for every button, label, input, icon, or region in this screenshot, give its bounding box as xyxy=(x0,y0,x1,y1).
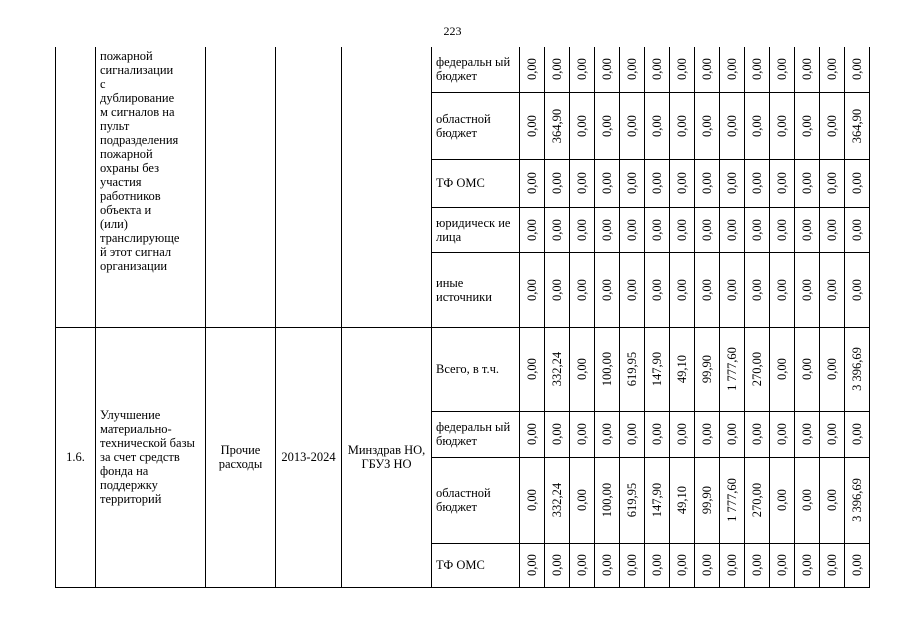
value-cell xyxy=(820,327,845,411)
value-text: 0,00 xyxy=(700,172,714,194)
value-text: 0,00 xyxy=(700,218,714,241)
value-cell xyxy=(820,159,845,207)
value-cell xyxy=(670,457,695,543)
value-text: 364,90 xyxy=(550,108,564,143)
value-text: 0,00 xyxy=(600,172,614,194)
value-text: 0,00 xyxy=(550,554,564,576)
value-cell xyxy=(595,207,620,252)
value-cell xyxy=(545,411,570,457)
funding-source-label: федеральн ый бюджет xyxy=(432,411,520,457)
value-cell xyxy=(795,252,820,327)
value-cell xyxy=(520,327,545,411)
value-text: 0,00 xyxy=(850,554,864,576)
value-cell xyxy=(645,252,670,327)
funding-source-label: иные источники xyxy=(432,252,520,327)
value-cell xyxy=(645,457,670,543)
value-cell xyxy=(820,92,845,159)
value-cell xyxy=(795,543,820,587)
value-text: 0,00 xyxy=(600,554,614,576)
value-cell xyxy=(720,159,745,207)
value-cell xyxy=(670,92,695,159)
value-text: 0,00 xyxy=(575,278,589,301)
funding-source-label: областной бюджет xyxy=(432,457,520,543)
funding-source-label: Всего, в т.ч. xyxy=(432,327,520,411)
value-text: 0,00 xyxy=(800,172,814,194)
value-text: 270,00 xyxy=(750,482,764,518)
value-text: 0,00 xyxy=(650,114,664,137)
value-text: 0,00 xyxy=(575,554,589,576)
value-text: 0,00 xyxy=(800,554,814,576)
value-text: 0,00 xyxy=(650,423,664,445)
value-text: 0,00 xyxy=(850,172,864,194)
value-text: 0,00 xyxy=(625,218,639,241)
value-text: 0,00 xyxy=(675,172,689,194)
value-text: 0,00 xyxy=(600,278,614,301)
value-cell xyxy=(595,159,620,207)
value-cell xyxy=(695,543,720,587)
value-text: 0,00 xyxy=(525,172,539,194)
value-text: 1 777,60 xyxy=(725,347,739,391)
value-cell xyxy=(795,327,820,411)
value-cell xyxy=(745,543,770,587)
value-text: 99,90 xyxy=(700,354,714,384)
value-text: 0,00 xyxy=(750,278,764,301)
value-cell xyxy=(645,543,670,587)
value-text: 0,00 xyxy=(850,218,864,241)
value-text: 0,00 xyxy=(850,278,864,301)
value-text: 0,00 xyxy=(775,172,789,194)
value-text: 0,00 xyxy=(825,278,839,301)
value-text: 0,00 xyxy=(525,423,539,445)
value-text: 0,00 xyxy=(800,218,814,241)
value-cell xyxy=(695,207,720,252)
value-cell xyxy=(770,457,795,543)
value-text: 0,00 xyxy=(700,114,714,137)
value-text: 0,00 xyxy=(725,554,739,576)
value-text: 0,00 xyxy=(575,58,589,81)
value-text: 0,00 xyxy=(775,114,789,137)
value-text: 0,00 xyxy=(550,172,564,194)
value-cell xyxy=(745,47,770,92)
value-cell xyxy=(720,252,745,327)
value-cell xyxy=(695,159,720,207)
value-text: 0,00 xyxy=(625,278,639,301)
value-cell xyxy=(595,543,620,587)
value-cell xyxy=(595,252,620,327)
value-cell xyxy=(745,159,770,207)
value-cell xyxy=(845,457,870,543)
value-cell xyxy=(570,47,595,92)
value-cell xyxy=(745,252,770,327)
value-text: 147,90 xyxy=(650,482,664,518)
value-cell xyxy=(695,252,720,327)
value-text: 0,00 xyxy=(750,423,764,445)
value-text: 0,00 xyxy=(725,278,739,301)
value-cell xyxy=(570,207,595,252)
value-cell xyxy=(745,207,770,252)
value-cell xyxy=(695,327,720,411)
value-cell xyxy=(620,411,645,457)
value-text: 0,00 xyxy=(675,58,689,81)
value-cell xyxy=(820,47,845,92)
value-cell xyxy=(620,207,645,252)
value-text: 100,00 xyxy=(600,482,614,518)
value-cell xyxy=(845,252,870,327)
value-cell xyxy=(670,411,695,457)
value-cell xyxy=(770,47,795,92)
value-cell xyxy=(520,457,545,543)
value-cell xyxy=(670,207,695,252)
value-cell xyxy=(745,457,770,543)
funding-source-label: областной бюджет xyxy=(432,92,520,159)
value-text: 0,00 xyxy=(725,423,739,445)
value-text: 0,00 xyxy=(650,172,664,194)
value-text: 0,00 xyxy=(800,278,814,301)
value-text: 364,90 xyxy=(850,108,864,143)
value-cell xyxy=(795,411,820,457)
value-text: 0,00 xyxy=(550,218,564,241)
value-cell xyxy=(545,457,570,543)
table-row xyxy=(56,327,870,411)
value-text: 0,00 xyxy=(575,489,589,511)
value-cell xyxy=(770,207,795,252)
value-text: 332,24 xyxy=(550,482,564,518)
value-cell xyxy=(795,159,820,207)
value-cell xyxy=(595,47,620,92)
value-text: 0,00 xyxy=(575,218,589,241)
value-text: 0,00 xyxy=(800,114,814,137)
value-text: 0,00 xyxy=(750,554,764,576)
value-text: 0,00 xyxy=(675,218,689,241)
value-cell xyxy=(620,457,645,543)
value-cell xyxy=(595,457,620,543)
value-text: 3 396,69 xyxy=(850,478,864,522)
item-number-cell: 1.6. xyxy=(56,327,96,587)
value-cell xyxy=(520,543,545,587)
value-cell xyxy=(645,207,670,252)
value-text: 0,00 xyxy=(600,114,614,137)
value-cell xyxy=(570,327,595,411)
value-cell xyxy=(570,457,595,543)
value-text: 0,00 xyxy=(575,172,589,194)
value-text: 619,95 xyxy=(625,351,639,387)
value-cell xyxy=(795,207,820,252)
value-text: 0,00 xyxy=(800,358,814,380)
value-cell xyxy=(745,327,770,411)
value-cell xyxy=(720,457,745,543)
value-cell xyxy=(845,411,870,457)
value-cell xyxy=(695,457,720,543)
value-text: 0,00 xyxy=(625,554,639,576)
value-text: 0,00 xyxy=(850,58,864,81)
value-cell xyxy=(845,207,870,252)
value-text: 0,00 xyxy=(525,358,539,380)
period-cell: 2013-2024 xyxy=(276,327,342,587)
value-text: 0,00 xyxy=(600,423,614,445)
value-cell xyxy=(770,411,795,457)
item-number-cell xyxy=(56,47,96,327)
value-cell xyxy=(670,252,695,327)
value-cell xyxy=(520,47,545,92)
value-cell xyxy=(520,92,545,159)
item-name-cell: пожарной сигнализации с дублирование м сигналов на пульт подразделения пожарной охраны без участия работников объекта и (или) транслирующе й этот сигнал организации xyxy=(96,47,206,327)
value-text: 0,00 xyxy=(750,58,764,81)
value-text: 0,00 xyxy=(550,58,564,81)
executor-cell xyxy=(342,47,432,327)
value-cell xyxy=(570,252,595,327)
value-text: 0,00 xyxy=(775,554,789,576)
expense-type-cell xyxy=(206,47,276,327)
value-cell xyxy=(645,47,670,92)
value-cell xyxy=(645,411,670,457)
value-text: 0,00 xyxy=(525,58,539,81)
value-cell xyxy=(770,543,795,587)
value-cell xyxy=(570,159,595,207)
value-text: 100,00 xyxy=(600,351,614,387)
value-cell xyxy=(745,411,770,457)
value-text: 332,24 xyxy=(550,351,564,387)
value-text: 0,00 xyxy=(525,554,539,576)
value-text: 0,00 xyxy=(550,278,564,301)
value-text: 3 396,69 xyxy=(850,347,864,391)
value-text: 0,00 xyxy=(575,358,589,380)
value-text: 0,00 xyxy=(775,358,789,380)
value-text: 0,00 xyxy=(600,58,614,81)
value-text: 0,00 xyxy=(850,423,864,445)
value-cell xyxy=(545,159,570,207)
value-cell xyxy=(570,411,595,457)
value-text: 1 777,60 xyxy=(725,478,739,522)
value-text: 0,00 xyxy=(625,58,639,81)
value-cell xyxy=(570,92,595,159)
value-text: 0,00 xyxy=(675,423,689,445)
value-cell xyxy=(620,543,645,587)
value-cell xyxy=(545,252,570,327)
value-text: 0,00 xyxy=(525,218,539,241)
value-cell xyxy=(795,457,820,543)
value-cell xyxy=(820,457,845,543)
value-text: 0,00 xyxy=(750,114,764,137)
value-text: 0,00 xyxy=(700,423,714,445)
value-text: 0,00 xyxy=(550,423,564,445)
value-text: 0,00 xyxy=(775,489,789,511)
value-text: 0,00 xyxy=(600,218,614,241)
value-cell xyxy=(620,47,645,92)
value-text: 0,00 xyxy=(700,58,714,81)
value-text: 147,90 xyxy=(650,351,664,387)
funding-source-label: федеральн ый бюджет xyxy=(432,47,520,92)
value-text: 0,00 xyxy=(750,172,764,194)
value-cell xyxy=(720,47,745,92)
value-text: 0,00 xyxy=(800,423,814,445)
value-cell xyxy=(845,327,870,411)
value-text: 0,00 xyxy=(575,423,589,445)
value-text: 0,00 xyxy=(775,423,789,445)
value-text: 619,95 xyxy=(625,482,639,518)
value-text: 0,00 xyxy=(750,218,764,241)
value-cell xyxy=(695,411,720,457)
value-text: 0,00 xyxy=(825,554,839,576)
value-cell xyxy=(845,47,870,92)
item-name-cell: Улучшение материально-технической базы за счет средств фонда на поддержку территорий xyxy=(96,327,206,587)
value-cell xyxy=(620,92,645,159)
value-cell xyxy=(820,252,845,327)
value-text: 0,00 xyxy=(825,218,839,241)
page-number: 223 xyxy=(443,24,462,38)
value-text: 0,00 xyxy=(825,489,839,511)
value-cell xyxy=(595,92,620,159)
value-text: 0,00 xyxy=(800,58,814,81)
value-cell xyxy=(670,159,695,207)
value-cell xyxy=(845,92,870,159)
value-text: 0,00 xyxy=(700,554,714,576)
value-text: 0,00 xyxy=(775,278,789,301)
value-cell xyxy=(670,47,695,92)
value-text: 0,00 xyxy=(625,114,639,137)
value-cell xyxy=(720,207,745,252)
value-cell xyxy=(570,543,595,587)
value-cell xyxy=(770,92,795,159)
value-text: 0,00 xyxy=(825,172,839,194)
value-text: 0,00 xyxy=(775,218,789,241)
value-cell xyxy=(720,543,745,587)
value-cell xyxy=(795,92,820,159)
value-text: 49,10 xyxy=(675,354,689,384)
value-text: 0,00 xyxy=(725,218,739,241)
value-text: 270,00 xyxy=(750,351,764,387)
value-cell xyxy=(545,327,570,411)
value-text: 0,00 xyxy=(625,172,639,194)
value-text: 0,00 xyxy=(650,58,664,81)
value-text: 0,00 xyxy=(675,554,689,576)
value-text: 0,00 xyxy=(725,58,739,81)
value-cell xyxy=(645,327,670,411)
value-cell xyxy=(695,92,720,159)
value-cell xyxy=(720,92,745,159)
value-cell xyxy=(595,411,620,457)
value-cell xyxy=(770,159,795,207)
value-text: 0,00 xyxy=(825,58,839,81)
table-row xyxy=(56,47,870,92)
value-cell xyxy=(595,327,620,411)
value-cell xyxy=(795,47,820,92)
value-cell xyxy=(520,252,545,327)
value-text: 99,90 xyxy=(700,485,714,515)
value-cell xyxy=(645,92,670,159)
funding-source-label: ТФ ОМС xyxy=(432,543,520,587)
value-cell xyxy=(620,327,645,411)
value-cell xyxy=(545,92,570,159)
value-text: 0,00 xyxy=(525,278,539,301)
value-cell xyxy=(545,207,570,252)
value-cell xyxy=(670,327,695,411)
value-cell xyxy=(695,47,720,92)
value-text: 0,00 xyxy=(725,172,739,194)
value-text: 0,00 xyxy=(825,423,839,445)
value-cell xyxy=(845,159,870,207)
value-text: 0,00 xyxy=(575,114,589,137)
value-cell xyxy=(820,411,845,457)
expense-type-cell: Прочие расходы xyxy=(206,327,276,587)
value-cell xyxy=(720,327,745,411)
value-text: 0,00 xyxy=(650,554,664,576)
value-cell xyxy=(745,92,770,159)
value-cell xyxy=(720,411,745,457)
value-cell xyxy=(545,543,570,587)
value-text: 0,00 xyxy=(525,489,539,511)
value-text: 0,00 xyxy=(800,489,814,511)
value-cell xyxy=(520,159,545,207)
value-cell xyxy=(620,252,645,327)
value-text: 0,00 xyxy=(725,114,739,137)
value-text: 0,00 xyxy=(675,278,689,301)
period-cell xyxy=(276,47,342,327)
value-text: 49,10 xyxy=(675,485,689,515)
value-text: 0,00 xyxy=(525,114,539,137)
value-cell xyxy=(520,207,545,252)
value-cell xyxy=(520,411,545,457)
value-text: 0,00 xyxy=(675,114,689,137)
value-cell xyxy=(670,543,695,587)
value-cell xyxy=(820,543,845,587)
value-cell xyxy=(845,543,870,587)
value-text: 0,00 xyxy=(625,423,639,445)
value-text: 0,00 xyxy=(650,278,664,301)
value-text: 0,00 xyxy=(700,278,714,301)
value-cell xyxy=(820,207,845,252)
program-table xyxy=(55,47,870,588)
value-cell xyxy=(770,252,795,327)
value-cell xyxy=(620,159,645,207)
value-text: 0,00 xyxy=(775,58,789,81)
value-text: 0,00 xyxy=(825,358,839,380)
value-text: 0,00 xyxy=(825,114,839,137)
value-text: 0,00 xyxy=(650,218,664,241)
value-cell xyxy=(645,159,670,207)
value-cell xyxy=(770,327,795,411)
funding-source-label: ТФ ОМС xyxy=(432,159,520,207)
value-cell xyxy=(545,47,570,92)
funding-source-label: юридическ ие лица xyxy=(432,207,520,252)
executor-cell: Минздрав НО, ГБУЗ НО xyxy=(342,327,432,587)
